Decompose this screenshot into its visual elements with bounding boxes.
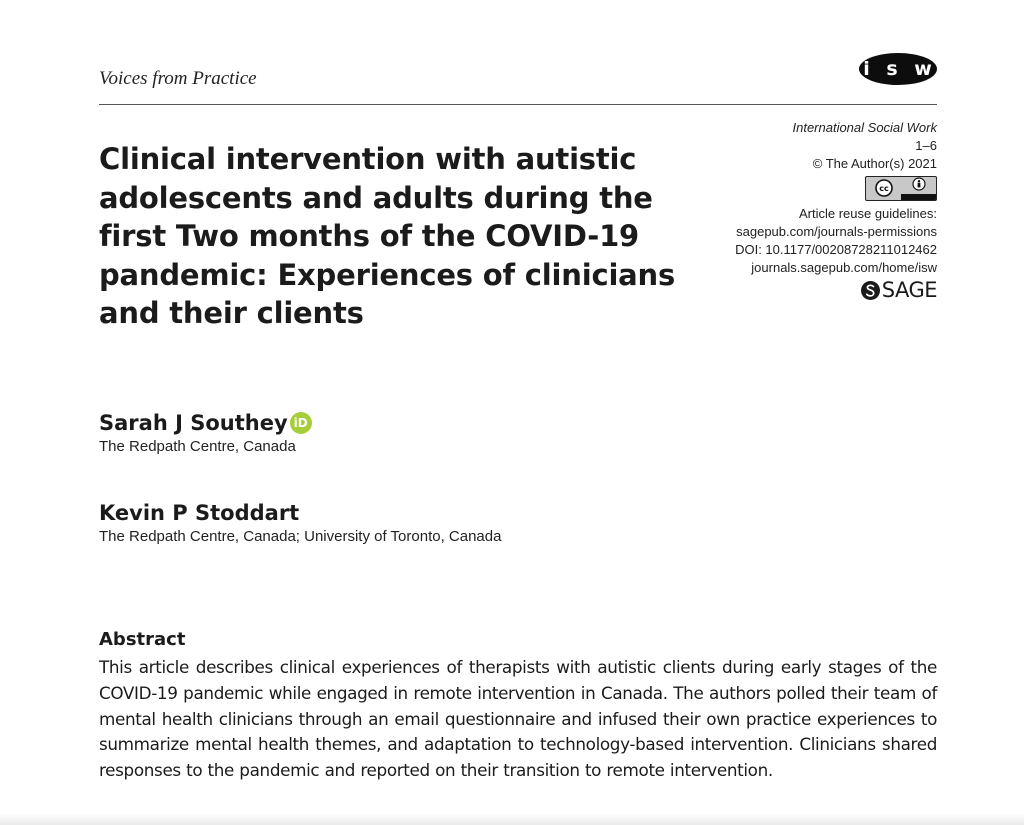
permissions-link[interactable]: sagepub.com/journals-permissions bbox=[736, 223, 937, 239]
publisher-logo bbox=[861, 279, 937, 301]
author-name: Kevin P Stoddart bbox=[99, 501, 300, 525]
article-title: Clinical intervention with autistic adolescents and adults during the first Two months of the COVID-19 pandemic: Experiences of clinicians and their clients bbox=[99, 142, 676, 330]
abstract-text: This article describes clinical experiences of therapists with autistic clients during early stages of the COVID-19 pandemic while engaged in remote intervention in Canada. The authors polled their team of mental health clinicians through an email questionnaire and infused their own practice experiences to summarize mental health themes, and adaptation to technology-based intervention. Clinicians shared responses to the pandemic and reported on their transition to remote intervention. bbox=[99, 657, 937, 781]
section-label: Voices from Practice bbox=[99, 68, 257, 89]
page-bottom-shadow bbox=[0, 813, 1024, 825]
copyright-notice: © The Author(s) 2021 bbox=[812, 156, 937, 172]
author-affiliation: The Redpath Centre, Canada bbox=[99, 438, 296, 455]
cc-by-icon bbox=[865, 176, 937, 201]
sage-mark-icon bbox=[861, 281, 880, 300]
page-range: 1–6 bbox=[915, 138, 937, 154]
article-metadata bbox=[677, 119, 937, 305]
author-block bbox=[99, 410, 312, 456]
journal-url[interactable]: journals.sagepub.com/home/isw bbox=[751, 260, 937, 276]
author-affiliation: The Redpath Centre, Canada; University of Toronto, Canada bbox=[99, 528, 502, 545]
doi[interactable]: DOI: 10.1177/00208728211012462 bbox=[735, 242, 937, 258]
journal-logo: i s w bbox=[859, 53, 937, 85]
author-name: Sarah J Southey bbox=[99, 411, 288, 435]
reuse-guidelines-label: Article reuse guidelines: bbox=[798, 205, 937, 221]
publisher-name: SAGE bbox=[881, 278, 937, 303]
orcid-icon[interactable]: iD bbox=[290, 412, 312, 434]
journal-name: International Social Work bbox=[792, 120, 937, 135]
header-divider bbox=[99, 104, 937, 105]
abstract-heading: Abstract bbox=[99, 629, 186, 650]
svg-text:cc: cc bbox=[878, 184, 889, 194]
author-block bbox=[99, 500, 501, 546]
